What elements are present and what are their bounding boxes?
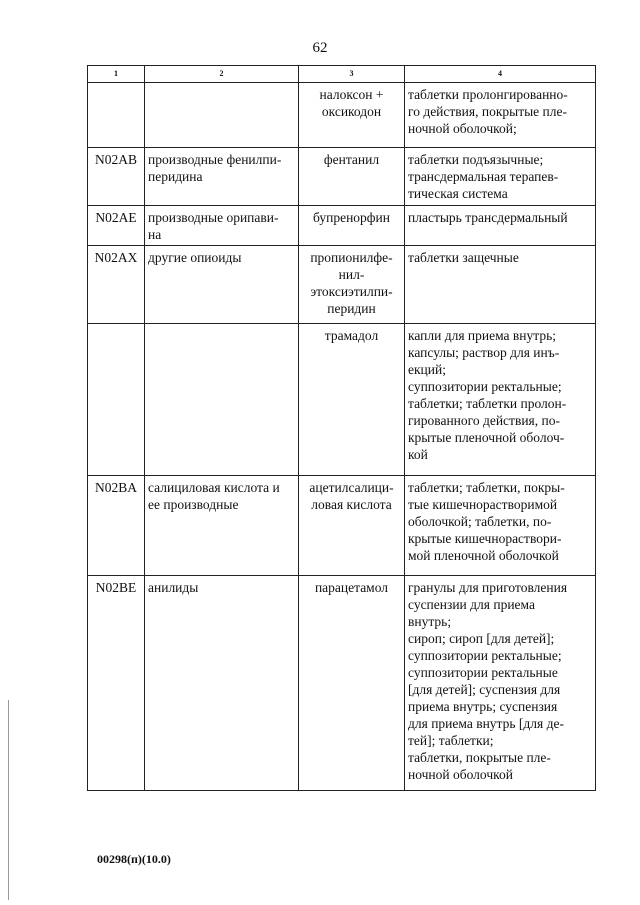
atc-code-cell (88, 324, 145, 476)
table-header-row (88, 66, 596, 83)
group-name-cell: производные орипави- на (145, 206, 299, 246)
dosage-forms-cell: пластырь трансдермальный (405, 206, 596, 246)
group-name-cell: анилиды (145, 576, 299, 791)
substance-cell: парацетамол (299, 576, 405, 791)
group-name-cell: производные фенилпи- перидина (145, 148, 299, 206)
group-name-cell (145, 324, 299, 476)
table-row (88, 148, 596, 206)
dosage-forms-cell: таблетки подъязычные; трансдермальная терапев- тическая система (405, 148, 596, 206)
dosage-forms-cell: таблетки защечные (405, 246, 596, 324)
atc-code-cell (88, 83, 145, 148)
column-header: 2 (145, 66, 299, 83)
document-code: 00298(п)(10.0) (97, 852, 171, 866)
group-name-cell: салициловая кислота и ее производные (145, 476, 299, 576)
column-header: 3 (299, 66, 405, 83)
group-name-cell (145, 83, 299, 148)
substance-cell: бупренорфин (299, 206, 405, 246)
group-name-cell: другие опиоиды (145, 246, 299, 324)
dosage-forms-cell: таблетки; таблетки, покры- тые кишечнорастворимой оболочкой; таблетки, по- крытые кишечнораствори- мой пленочной оболочкой (405, 476, 596, 576)
atc-code-cell: N02AX (88, 246, 145, 324)
atc-code-cell: N02AB (88, 148, 145, 206)
substance-cell: трамадол (299, 324, 405, 476)
table-row (88, 246, 596, 324)
table-row (88, 83, 596, 148)
substance-cell: ацетилсалици- ловая кислота (299, 476, 405, 576)
substance-cell: пропионилфе- нил- этоксиэтилпи- перидин (299, 246, 405, 324)
column-header: 1 (88, 66, 145, 83)
table-row (88, 324, 596, 476)
substance-cell: налоксон + оксикодон (299, 83, 405, 148)
dosage-forms-cell: капли для приема внутрь; капсулы; раствор для инъ- екций; суппозитории ректальные; таблетки; таблетки пролон- гированного действия, по- крытые пленочной оболоч- кой (405, 324, 596, 476)
table-row (88, 576, 596, 791)
column-header: 4 (405, 66, 596, 83)
page-number: 62 (312, 40, 328, 56)
atc-code-cell: N02AE (88, 206, 145, 246)
table-row (88, 476, 596, 576)
atc-code-cell: N02BA (88, 476, 145, 576)
table-row (88, 206, 596, 246)
table-body (88, 83, 596, 791)
scan-artifact-line (8, 700, 9, 900)
substance-cell: фентанил (299, 148, 405, 206)
dosage-forms-cell: таблетки пролонгированно- го действия, покрытые пле- ночной оболочкой; (405, 83, 596, 148)
drug-table (87, 65, 596, 791)
atc-code-cell: N02BE (88, 576, 145, 791)
dosage-forms-cell: гранулы для приготовления суспензии для приема внутрь; сироп; сироп [для детей]; суппозитории ректальные; суппозитории ректальные [для детей]; суспензия для приема внутрь; суспензия для приема внутрь [для де- тей]; таблетки; таблетки, покрытые пле- ночной оболочкой (405, 576, 596, 791)
